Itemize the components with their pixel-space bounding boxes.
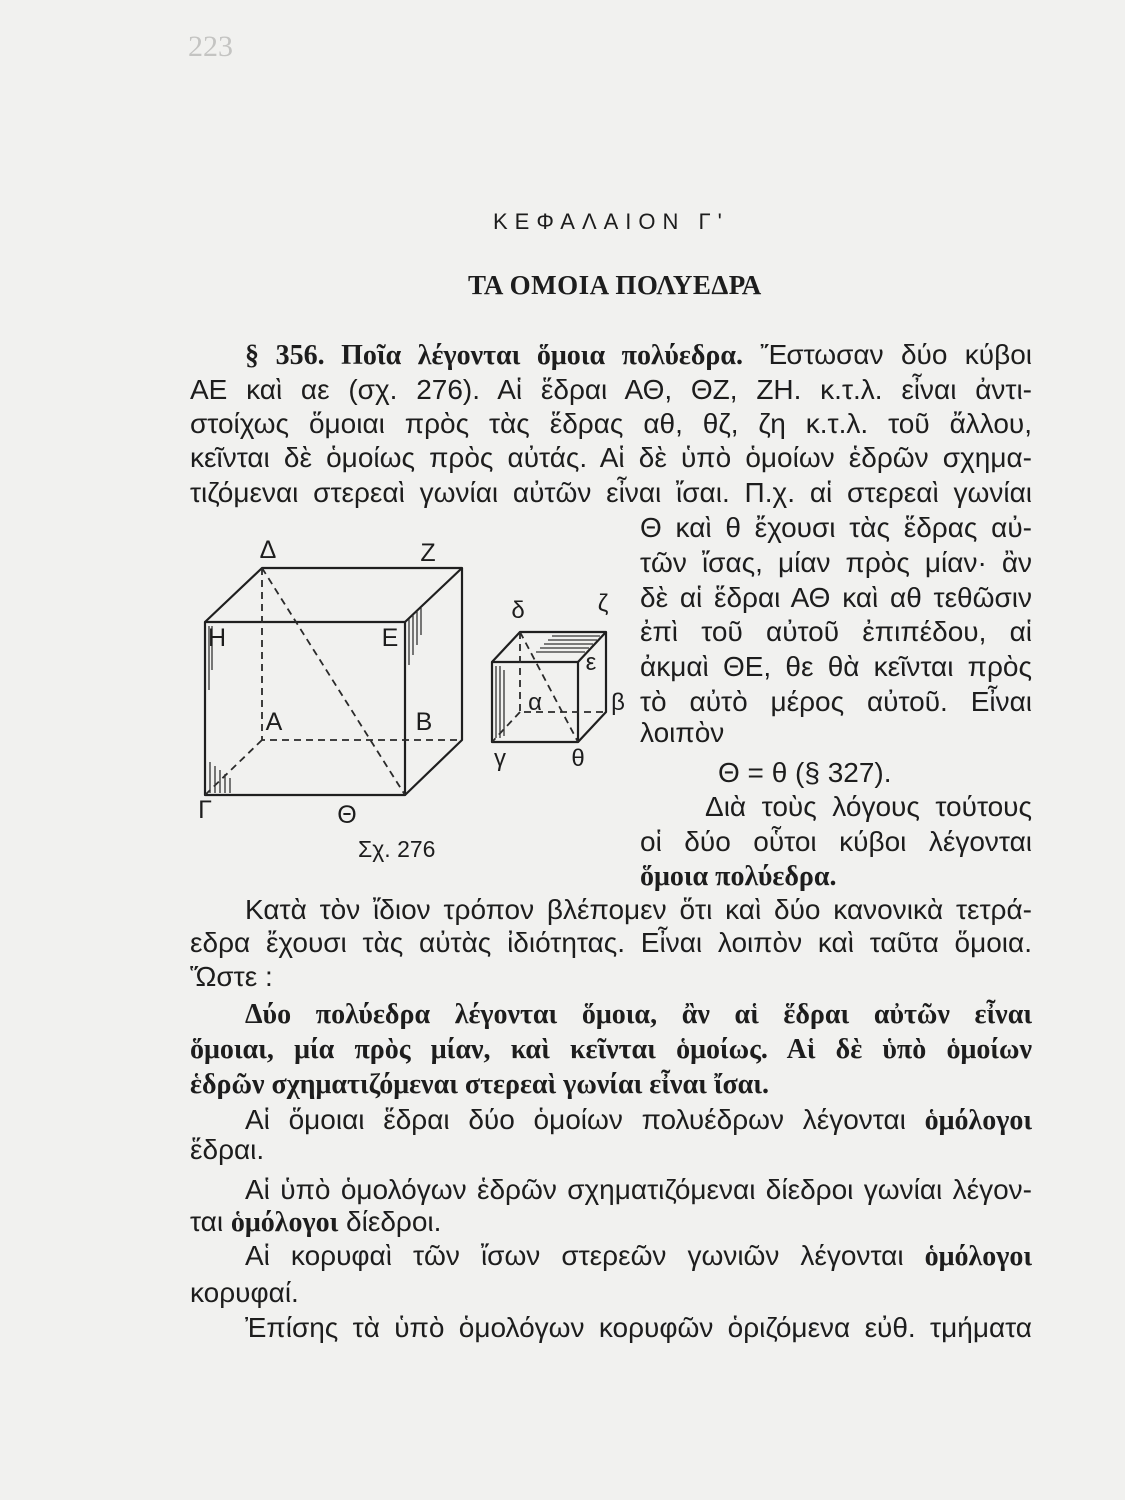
section-356-line-3: στοίχως ὅμοιαι πρὸς τὰς ἕδρας αθ, θζ, ζη κ.τ.λ. τοῦ ἄλλου,	[190, 408, 1032, 439]
small-cube-label-zeta: ζ	[597, 590, 609, 617]
homologous-dihedrals-line-2	[190, 1205, 1032, 1239]
page-number: 223	[188, 30, 233, 63]
section-356-line-5: τιζόμεναι στερεαὶ γωνίαι αὐτῶν εἶναι ἴσαι. Π.χ. αἱ στερεαὶ γωνίαι	[190, 477, 1032, 508]
section-356-line-2: ΑΕ καὶ αε (σχ. 276). Αἱ ἕδραι ΑΘ, ΘΖ, ΖΗ. κ.τ.λ. εἶναι ἀντι-	[190, 374, 1032, 405]
large-cube-front-face	[205, 622, 405, 795]
small-cube-label-theta: θ	[571, 745, 585, 772]
small-cube-label-delta: δ	[511, 597, 525, 624]
section-356-line-8: δὲ αἱ ἕδραι ΑΘ καὶ αθ τεθῶσιν	[640, 582, 1032, 613]
conclusion-term: ὅμοια πολύεδρα.	[640, 861, 837, 892]
large-cube-label-theta: Θ	[337, 801, 357, 829]
homologous-vertices-line-2: κορυφαί.	[190, 1277, 299, 1308]
figure-276-drawing	[180, 530, 640, 830]
large-cube-label-delta: Δ	[259, 536, 277, 564]
homologous-faces-text: Αἱ ὅμοιαι ἕδραι δύο ὁμοίων πολυέδρων λέγονται	[245, 1104, 906, 1135]
tetrahedra-line-3: Ὥστε :	[190, 961, 273, 992]
definition-line-2: ὅμοιαι, μία πρὸς μίαν, καὶ κεῖνται ὁμοίως. Αἱ δὲ ὑπὸ ὁμοίων	[190, 1034, 1032, 1065]
large-cube-diagonal	[262, 568, 405, 795]
section-356-heading: § 356. Ποῖα λέγονται ὅμοια πολύεδρα.	[245, 340, 743, 371]
section-356-line-9: ἐπὶ τοῦ αὐτοῦ ἐπιπέδου, αἱ	[640, 616, 1032, 647]
small-cube-label-alpha: α	[528, 689, 542, 716]
chapter-heading: ΚΕΦΑΛΑΙΟΝ Γ'	[493, 209, 729, 234]
homologous-dihedrals-line-1: Αἱ ὑπὸ ὁμολόγων ἑδρῶν σχηματιζόμεναι δίεδροι γωνίαι λέγον-	[245, 1174, 1032, 1205]
homologous-vertices-line-1	[245, 1239, 1032, 1273]
small-cube-label-gamma: γ	[494, 745, 506, 772]
homologous-faces-line-1	[245, 1103, 1032, 1137]
homologous-vertices-term: ὁμόλογοι	[924, 1241, 1032, 1272]
large-cube-label-gamma: Γ	[198, 796, 212, 824]
section-356-line-7: τῶν ἴσας, μίαν πρὸς μίαν· ἂν	[640, 547, 1032, 578]
large-cube-right-edges	[405, 568, 462, 795]
large-cube-label-eta: Η	[207, 624, 227, 652]
closing-line: Ἐπίσης τὰ ὑπὸ ὁμολόγων κορυφῶν ὁριζόμενα εὐθ. τμήματα	[245, 1312, 1032, 1343]
section-356-text: Ἔστωσαν δύο κύβοι	[760, 339, 1032, 370]
section-356-line-1	[245, 338, 1032, 372]
definition-line-1: Δύο πολύεδρα λέγονται ὅμοια, ἂν αἱ ἕδραι αὐτῶν εἶναι	[245, 999, 1032, 1030]
large-cube-label-alpha: Α	[265, 708, 283, 736]
large-cube-label-beta: Β	[415, 708, 433, 736]
tetrahedra-line-2: εδρα ἔχουσι τὰς αὐτὰς ἰδιότητας. Εἶναι λοιπὸν καὶ ταῦτα ὅμοια.	[190, 927, 1032, 958]
homologous-dihedrals-term: ὁμόλογοι	[230, 1207, 339, 1238]
homologous-faces-line-2: ἕδραι.	[190, 1134, 265, 1165]
conclusion-line-2: οἱ δύο οὗτοι κύβοι λέγονται	[640, 826, 1032, 857]
homologous-faces-term: ὁμόλογοι	[924, 1105, 1032, 1136]
small-cube-label-beta: β	[611, 689, 625, 716]
section-356-line-4: κεῖνται δὲ ὁμοίως πρὸς αὐτάς. Αἱ δὲ ὑπὸ ὁμοίων ἑδρῶν σχημα-	[190, 442, 1032, 473]
section-356-line-6: Θ καὶ θ ἔχουσι τὰς ἕδρας αὐ-	[640, 512, 1032, 543]
figure-caption: Σχ. 276	[358, 836, 436, 862]
section-356-line-10: ἀκμαὶ ΘΕ, θε θὰ κεῖνται πρὸς	[640, 651, 1032, 682]
equation: Θ = θ (§ 327).	[718, 757, 892, 788]
tetrahedra-line-1: Κατὰ τὸν ἴδιον τρόπον βλέπομεν ὅτι καὶ δύο κανονικὰ τετρά-	[245, 894, 1032, 925]
figure-276	[180, 530, 640, 830]
large-cube-top-edges	[205, 568, 462, 622]
homologous-dihedrals-prefix: ται	[190, 1206, 224, 1237]
small-cube-label-epsilon: ε	[585, 649, 597, 676]
section-356-line-11: τὸ αὐτὸ μέρος αὐτοῦ. Εἶναι	[640, 686, 1032, 717]
chapter-title: ΤΑ ΟΜΟΙΑ ΠΟΛΥΕΔΡΑ	[468, 270, 762, 300]
large-cube-label-zeta: Ζ	[420, 539, 436, 567]
section-356-line-12: λοιπὸν	[640, 717, 725, 748]
homologous-dihedrals-suffix: δίεδροι.	[346, 1206, 442, 1237]
large-cube-label-epsilon: Ε	[381, 624, 399, 652]
definition-line-3: ἑδρῶν σχηματιζόμεναι στερεαὶ γωνίαι εἶναι ἴσαι.	[190, 1069, 769, 1100]
conclusion-line-1: Διὰ τοὺς λόγους τούτους	[705, 791, 1032, 822]
homologous-vertices-text: Αἱ κορυφαὶ τῶν ἴσων στερεῶν γωνιῶν λέγονται	[245, 1240, 904, 1271]
